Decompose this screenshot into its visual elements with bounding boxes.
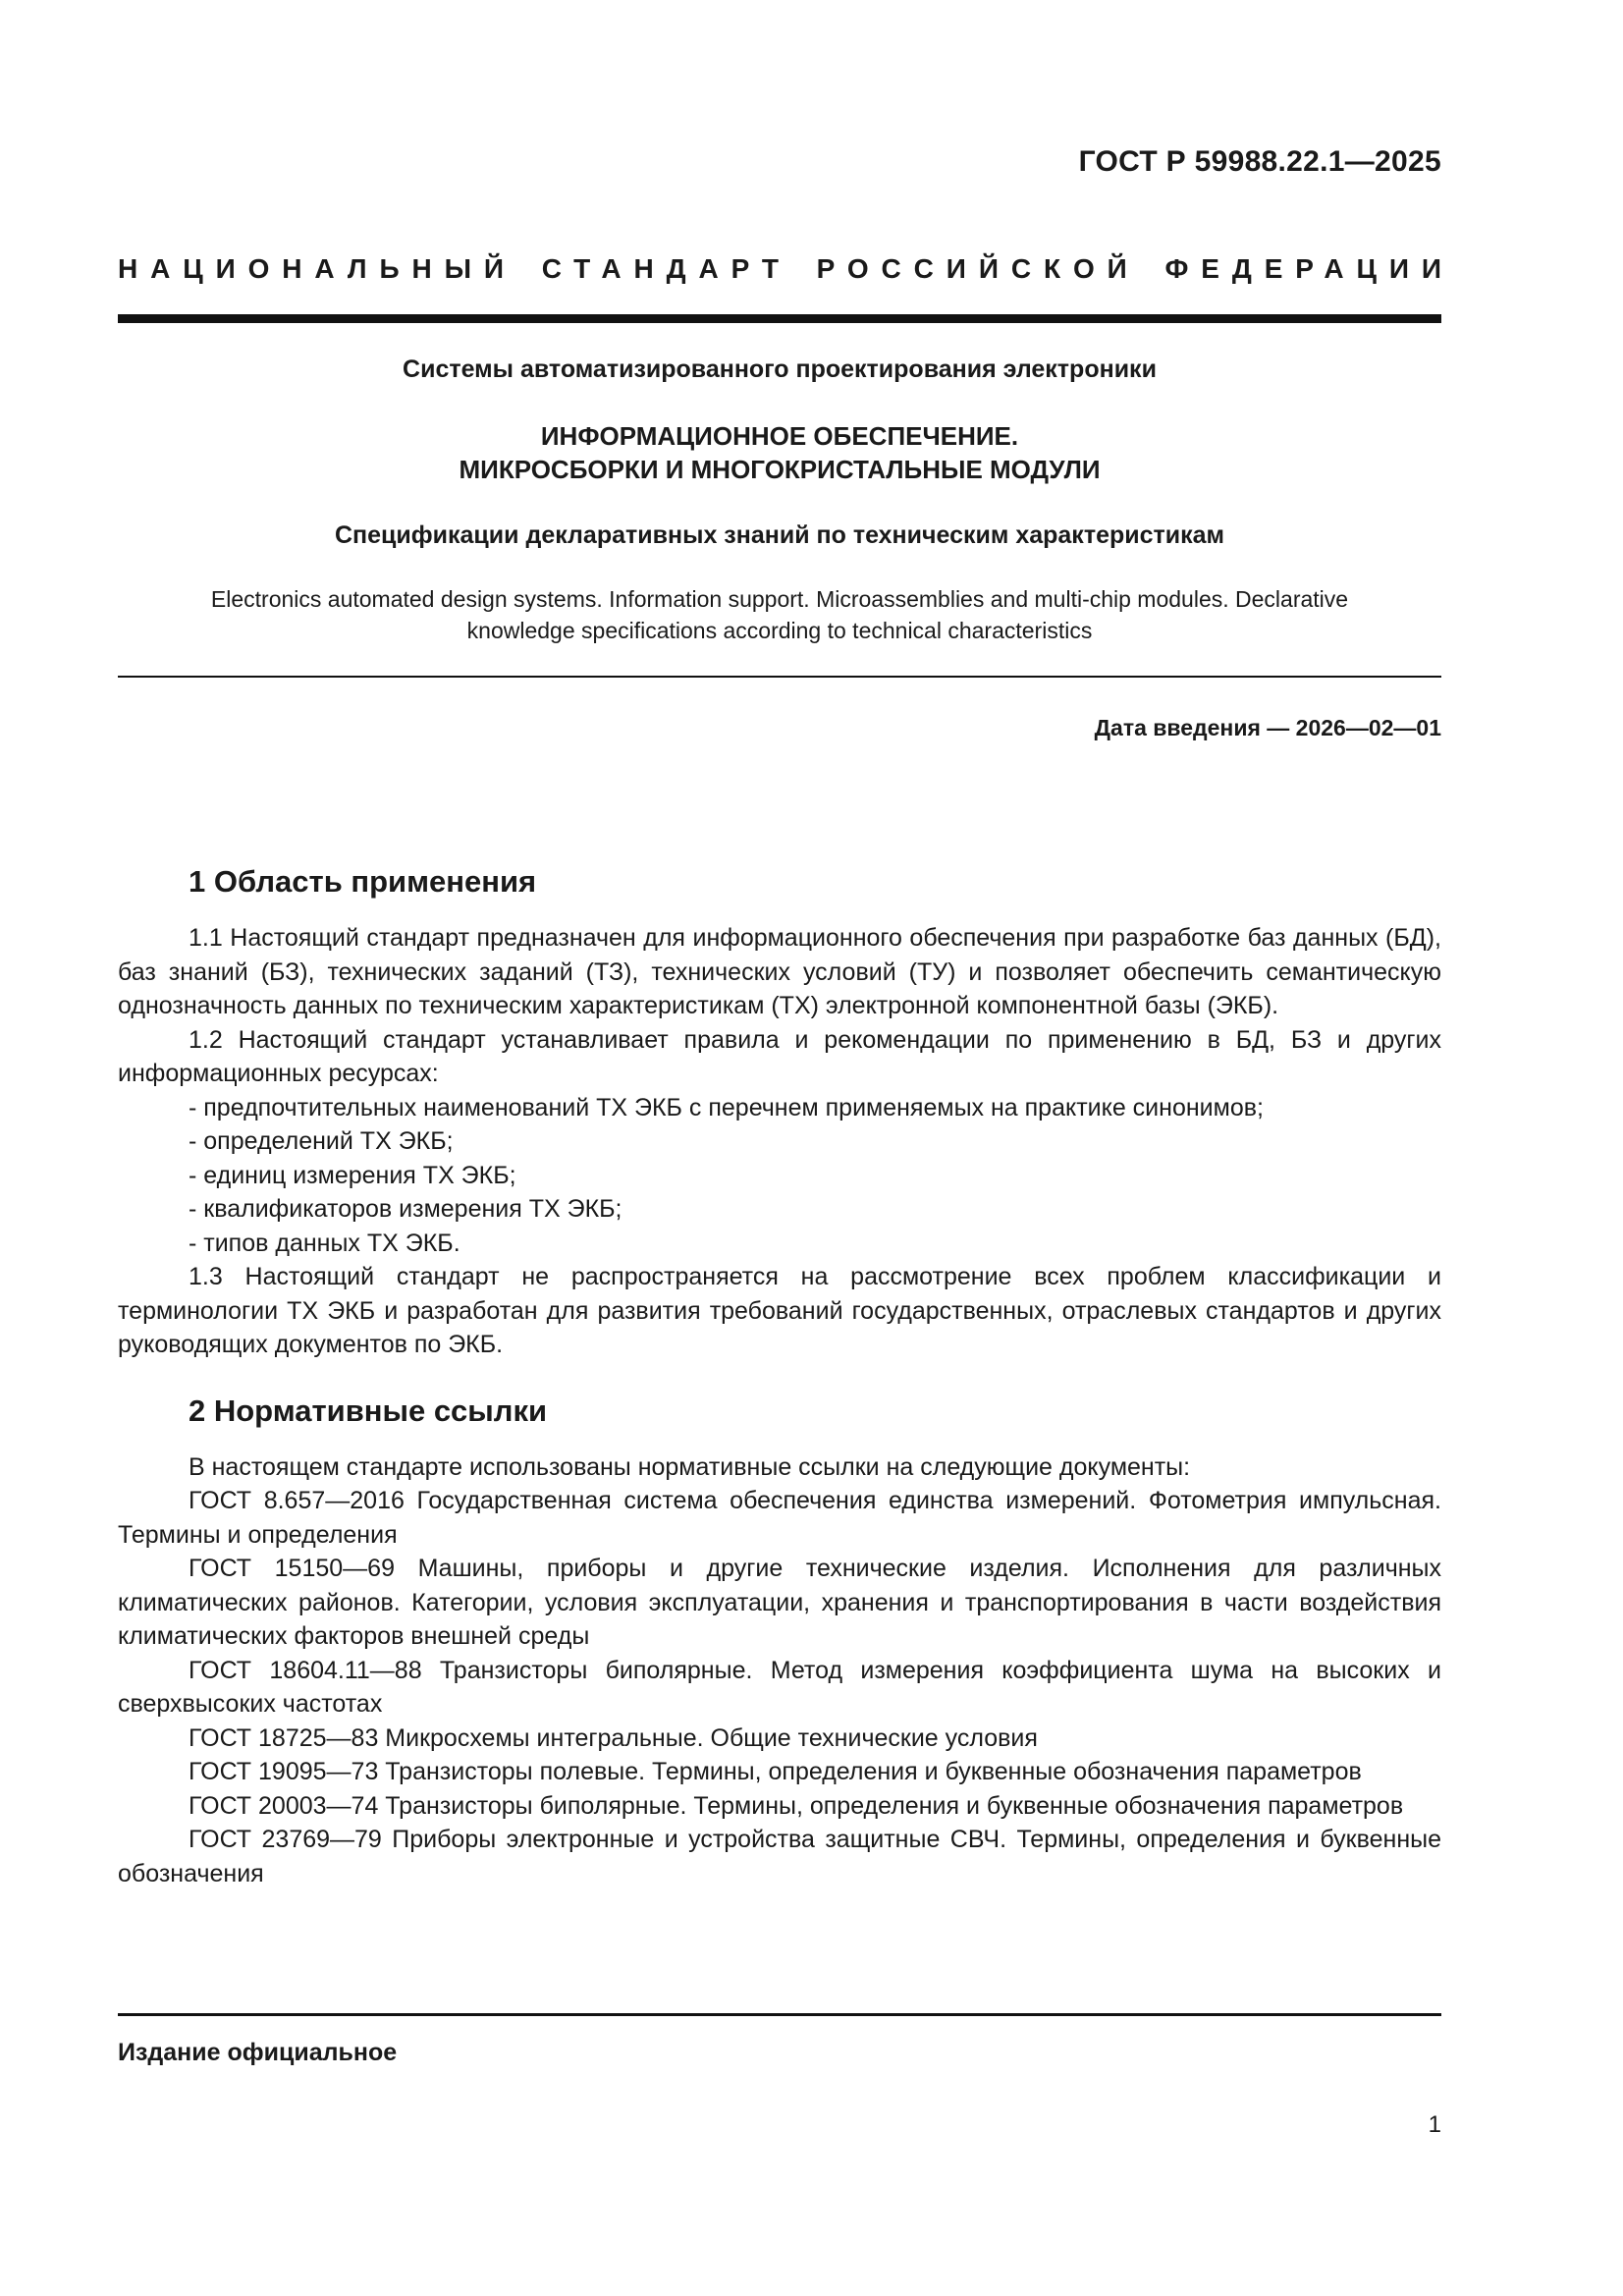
list-item: - квалификаторов измерения ТХ ЭКБ;: [189, 1195, 622, 1223]
system-title: Системы автоматизированного проектирования электроники: [403, 355, 1157, 383]
references-intro: В настоящем стандарте использованы нормативные ссылки на следующие документы:: [189, 1452, 1191, 1481]
clause-1-2: 1.2 Настоящий стандарт устанавливает правила и рекомендации по применению в БД, БЗ и других информационных ресурсах:: [118, 1025, 1441, 1087]
document-number: ГОСТ Р 59988.22.1—2025: [1078, 145, 1441, 178]
clause-1-2-list: [118, 1091, 1441, 1261]
reference-item: ГОСТ 20003—74 Транзисторы биполярные. Термины, определения и буквенные обозначения параметров: [189, 1791, 1404, 1820]
reference-item: ГОСТ 18604.11—88 Транзисторы биполярные. Метод измерения коэффициента шума на высоких и сверхвысоких частотах: [118, 1656, 1441, 1718]
english-title: [118, 583, 1441, 646]
english-title-line-1: Electronics automated design systems. Information support. Microassemblies and multi-chip modules. Declarative: [210, 586, 1349, 612]
national-title-word: ФЕДЕРАЦИИ: [1164, 253, 1454, 284]
section-2-heading: 2 Нормативные ссылки: [189, 1393, 548, 1428]
english-title-line-2: knowledge specifications according to technical characteristics: [466, 618, 1093, 643]
reference-item: ГОСТ 18725—83 Микросхемы интегральные. Общие технические условия: [189, 1723, 1038, 1752]
title-block: [118, 355, 1441, 646]
national-title-word: РОССИЙСКОЙ: [816, 253, 1140, 284]
header-thick-rule: [118, 314, 1441, 323]
main-title: [118, 419, 1441, 486]
list-item: - определений ТХ ЭКБ;: [189, 1127, 454, 1155]
footer-rule: [118, 2013, 1441, 2016]
list-item: - типов данных ТХ ЭКБ.: [189, 1229, 460, 1257]
document-page: [118, 0, 1454, 2296]
national-title-word: СТАНДАРТ: [541, 253, 791, 284]
reference-item: ГОСТ 19095—73 Транзисторы полевые. Термины, определения и буквенные обозначения параметров: [189, 1758, 1362, 1785]
document-body: [118, 864, 1441, 1890]
section-1-heading: 1 Область применения: [189, 864, 537, 899]
clause-1-3: 1.3 Настоящий стандарт не распространяется на рассмотрение всех проблем классификации и терминологии ТХ ЭКБ и разработан для развития требований государственных, отраслевых стандартов и других руководящих документов по ЭКБ.: [118, 1263, 1441, 1358]
reference-item: ГОСТ 15150—69 Машины, приборы и другие технические изделия. Исполнения для различных климатических районов. Категории, условия эксплуатации, хранения и транспортирования в части воздействия климатических факторов внешней среды: [118, 1555, 1441, 1650]
national-title-word: НАЦИОНАЛЬНЫЙ: [118, 253, 516, 284]
page-number: 1: [1428, 2111, 1441, 2138]
reference-item: ГОСТ 8.657—2016 Государственная система обеспечения единства измерений. Фотометрия импульсная. Термины и определения: [118, 1487, 1441, 1549]
subtitle: Спецификации декларативных знаний по техническим характеристикам: [334, 521, 1225, 549]
national-standard-title: [118, 253, 1454, 285]
title-bottom-rule: [118, 676, 1441, 678]
list-item: - единиц измерения ТХ ЭКБ;: [189, 1161, 516, 1189]
list-item: - предпочтительных наименований ТХ ЭКБ с перечнем применяемых на практике синонимов;: [189, 1093, 1264, 1121]
edition-label: Издание официальное: [118, 2039, 398, 2066]
clause-1-1: 1.1 Настоящий стандарт предназначен для информационного обеспечения при разработке баз данных (БД), баз знаний (БЗ), технических заданий (ТЗ), технических условий (ТУ) и позволяет обеспечить семантическую однозначность данных по техническим характеристикам (ТХ) электронной компонентной базы (ЭКБ).: [118, 924, 1441, 1019]
main-title-line-1: ИНФОРМАЦИОННОЕ ОБЕСПЕЧЕНИЕ.: [540, 421, 1019, 451]
reference-item: ГОСТ 23769—79 Приборы электронные и устройства защитные СВЧ. Термины, определения и буквенные обозначения: [118, 1826, 1441, 1887]
introduction-date: Дата введения — 2026—02—01: [1094, 715, 1441, 740]
main-title-line-2: МИКРОСБОРКИ И МНОГОКРИСТАЛЬНЫЕ МОДУЛИ: [459, 455, 1101, 484]
